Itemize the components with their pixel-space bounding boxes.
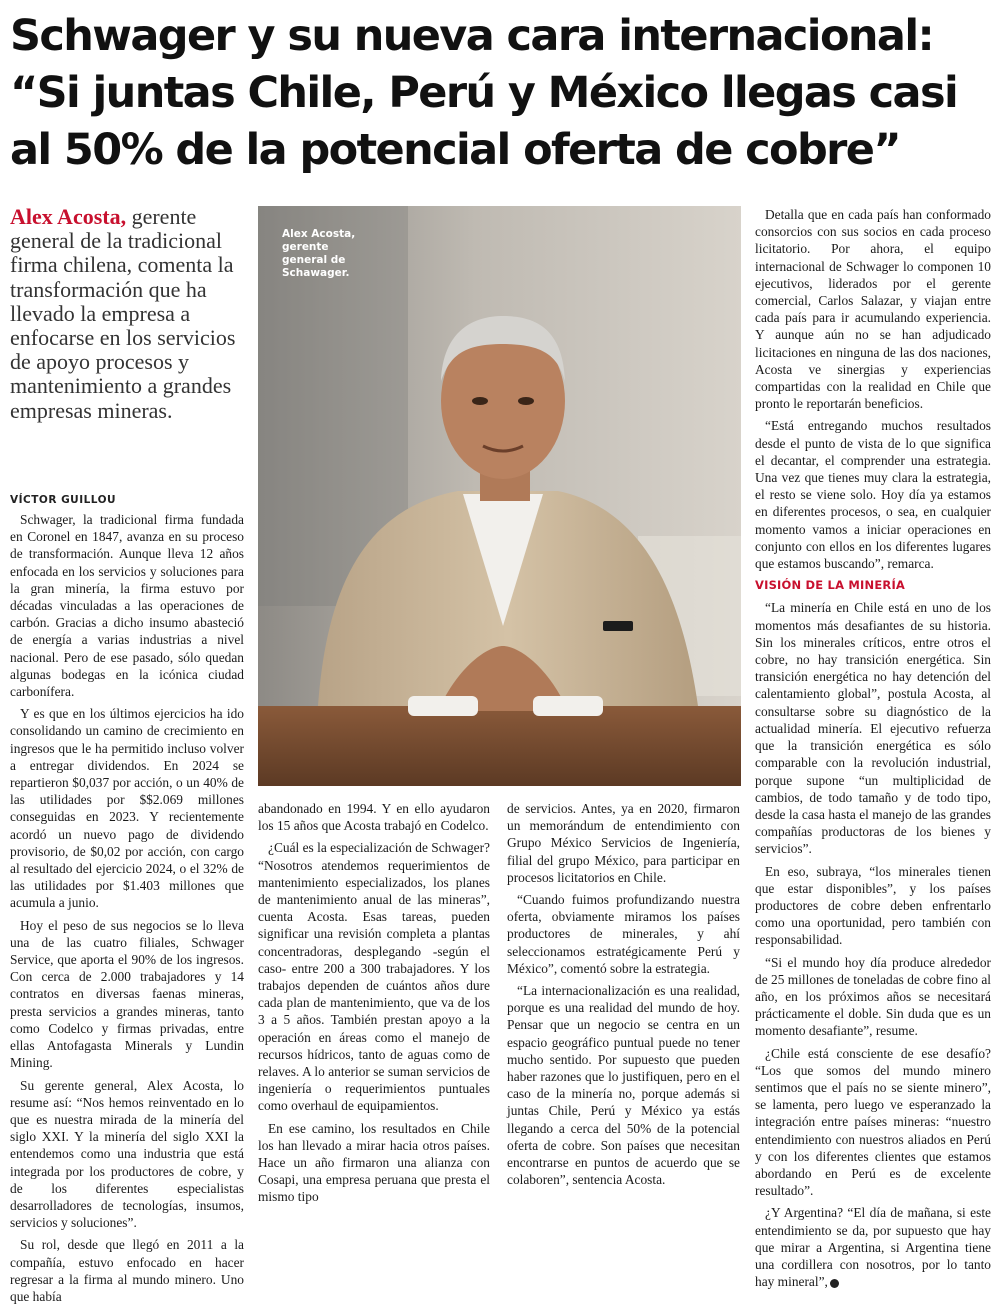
headline-line-1: Schwager y su nueva cara internacional: xyxy=(10,11,934,61)
paragraph: “Cuando fuimos profundizando nuestra oferta, obviamente miramos los países productores de minerales, y ahí seleccionamos estratégicamente Perú y México”, comentó sobre la estrategia. xyxy=(507,892,740,976)
byline: VÍCTOR GUILLOU xyxy=(10,494,117,506)
photo-caption xyxy=(282,228,382,280)
paragraph: “La internacionalización es una realidad, porque es una realidad del mundo de hoy. Pensar que un negocio se centra en un espacio geográfico puntual puede no tener mucho sentido. Por supuesto que pueden haber razones que lo justifiquen, pero en el caso de la minería no, porque además si juntas Chile, Perú y México ya estás llegando a cerca del 50% de la potencial oferta de cobre. Son países que necesitan encontrarse en puntos de acuerdo que se colaboren”, sentencia Acosta. xyxy=(507,983,740,1188)
paragraph: Detalla que en cada país han conformado consorcios con sus socios en cada proceso licitatorio. Por ahora, el equipo internacional de Schwager lo componen 10 ejecutivos, liderados por el gerente comercial, Carlos Salazar, y viajan entre cada país para ir acumulando experiencia. Y aunque aún no se han adjudicado licitaciones en ninguna de las dos naciones, Acosta ve sinergias y experiencias compartidas con la realidad en Chile que pronto le reportarán beneficios. xyxy=(755,207,991,412)
lede-text: gerente general de la tradicional firma chilena, comenta la transformación que ha llevado la empresa a enfocarse en los servicios de apoyo procesos y mantenimiento a grandes empresas mineras. xyxy=(10,204,236,423)
paragraph: de servicios. Antes, ya en 2020, firmaron un memorándum de entendimiento con Grupo México Servicios de Ingeniería, filial del grupo México, para participar en procesos licitatorios en Chile. xyxy=(507,801,740,885)
paragraph: Su gerente general, Alex Acosta, lo resume así: “Nos hemos reinventado en lo que es nuestra mirada de la minería del siglo XXI. Y la minería del siglo XXI la entendemos como una industria que está integrada por los productores de cobre, y de los diferentes especialistas desarrolladores de tecnologías, insumos, servicios y soluciones”. xyxy=(10,1077,244,1231)
article-column-1 xyxy=(10,511,244,1310)
article-column-2 xyxy=(258,800,490,1211)
paragraph: Su rol, desde que llegó en 2011 a la compañía, estuvo enfocado en hacer regresar a la firma al mundo minero. Uno que había xyxy=(10,1237,244,1304)
caption-line: Schawager. xyxy=(282,267,350,279)
lede xyxy=(10,205,242,423)
headline-line-2: “Si juntas Chile, Perú y México llegas casi xyxy=(10,68,958,118)
caption-line: gerente xyxy=(282,241,329,253)
article-column-3 xyxy=(507,800,740,1193)
caption-line: Alex Acosta, xyxy=(282,228,356,240)
caption-line: general de xyxy=(282,254,346,266)
paragraph: “La minería en Chile está en uno de los momentos más desafiantes de su historia. Sin los minerales críticos, entre otros el cobre, no hay transición energética. Sin transición energética no hay detención del calentamiento global”, postula Acosta, al consultarse sobre su diagnóstico de la actualidad minería. El ejecutivo refuerza que la transición energética es sólo comparable con la revolución industrial, porque supone “un multiplicidad de cambios, de todo tamaño y de todo tipo, desde la casa hasta el manejo de las grandes compañías productoras de los bienes y servicios”. xyxy=(755,600,991,857)
paragraph: Schwager, la tradicional firma fundada en Coronel en 1847, avanza en su proceso de transformación. Aunque lleva 12 años enfocada en los servicios y soluciones para la gran minería, la firma estuvo por décadas vinculadas a las operaciones de carbón. Gracias a dicho insumo abasteció de energía a varias industrias a nivel nacional. Pero de ese pasado, sólo quedan algunas bodegas en la icónica ciudad carbonífera. xyxy=(10,512,244,700)
paragraph: Y es que en los últimos ejercicios ha ido consolidando un camino de crecimiento en ingresos que le ha permitido incluso volver a entregar dividendos. En 2024 se repartieron $0,037 por acción, o un 40% de las utilidades por $$2.069 millones conseguidas en 2023. Y recientemente acordó un nuevo pago de dividendo provisorio, de $0,02 por acción, con cargo al resultado del ejercicio 2024, o el 32% de las utilidades por $1.403 millones que acumula a junio. xyxy=(10,706,244,911)
portrait-illustration xyxy=(258,206,741,786)
headline-line-3: al 50% de la potencial oferta de cobre” xyxy=(10,125,900,175)
paragraph: Hoy el peso de sus negocios se lo lleva una de las cuatro filiales, Schwager Service, que aporta el 90% de los ingresos. Con cerca de 2.000 trabajadores y 14 contratos en diversas faenas mineras, presta servicios a grandes mineras, tanto como Codelco y firmas privadas, entre ellas Antofagasta Minerals y Lundin Mining. xyxy=(10,917,244,1071)
article-column-4 xyxy=(755,206,991,1295)
headline xyxy=(10,8,992,179)
end-mark-icon xyxy=(830,1279,839,1288)
lede-name: Alex Acosta, xyxy=(10,204,127,229)
portrait-photo xyxy=(258,206,741,786)
paragraph: “Si el mundo hoy día produce alrededor de 25 millones de toneladas de cobre fino al año, en los próximos años se necesitará prácticamente el doble. Sin duda que es un momento desafiante”, resume. xyxy=(755,954,991,1039)
paragraph-last xyxy=(755,1204,991,1290)
section-title: VISIÓN DE LA MINERÍA xyxy=(755,578,906,593)
paragraph: En ese camino, los resultados en Chile los han llevado a mirar hacia otros países. Hace un año firmaron una alianza con Cosapi, una empresa peruana que presta el mismo tipo xyxy=(258,1120,490,1205)
paragraph: “Está entregando muchos resultados desde el punto de vista de lo que significa el decantar, el comprender una estrategia. Una vez que tienes muy clara la estrategia, el resto se viene solo. Hoy día ya estamos en diferentes procesos, o sea, en cualquier momento vamos a iniciar operaciones en conjunto con ellos en los diferentes lugares que estamos buscando”, remarca. xyxy=(755,418,991,572)
paragraph: abandonado en 1994. Y en ello ayudaron los 15 años que Acosta trabajó en Codelco. xyxy=(258,801,490,834)
paragraph: En eso, subraya, “los minerales tienen que estar disponibles”, y los países productores de cobre deben enfrentarlo como una oportunidad, pero también con responsabilidad. xyxy=(755,863,991,948)
paragraph: ¿Cuál es la especialización de Schwager? “Nosotros atendemos requerimientos de mantenimiento especializados, los planes de mantenimiento anual de las mineras”, cuenta Acosta. Esas tareas, pueden significar una revisión completa a plantas concentradoras, desplegando -según el caso- entre 200 a 300 trabajadores. Y los trabajos dependen de cuántos años dure cada plan de mantenimiento, que va de los 3 a 5 años. También prestan apoyo a la operación en áreas como el manejo de recursos hídricos, tanto de aguas como de relaves. A lo anterior se suman servicios de ingeniería o requerimientos puntuales como overhaul de equipamientos. xyxy=(258,840,490,1114)
final-text: ¿Y Argentina? “El día de mañana, si este entendimiento se da, por supuesto que hay que mirar a Argentina, si Argentina tiene una cordillera con nosotros, por lo tanto hay mineral”, xyxy=(755,1205,991,1290)
paragraph: ¿Chile está consciente de ese desafío? “Los que somos del mundo minero sentimos que el país no se siente minero”, se lamenta, pero luego ve esperanzado la integración entre países mineras: “nuestro entendimiento con nuestros aliados en Perú y con los diferentes clientes que estamos abordando en Perú es de excelente resultado”. xyxy=(755,1045,991,1199)
